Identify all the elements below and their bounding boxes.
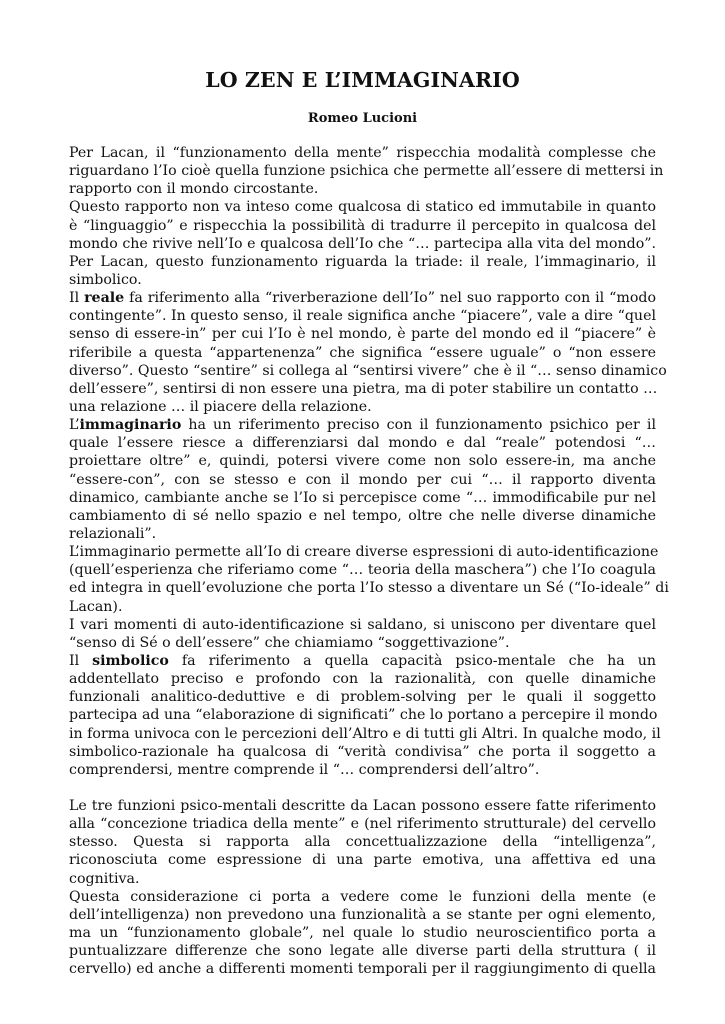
text-line	[69, 289, 656, 307]
line-text-pre: Il	[69, 290, 85, 307]
text-line: comprendersi, mentre comprende il “… comprendersi dell’altro”.	[69, 761, 540, 778]
text-line: simbolico.	[69, 271, 142, 288]
text-line: cambiamento di sé nello spazio e nel tempo, oltre che nelle diverse dinamiche	[69, 507, 656, 524]
text-line: Le tre funzioni psico-mentali descritte da Lacan possono essere fatte riferimento	[69, 798, 656, 815]
line-text-post: fa riferimento alla “riverberazione dell’Io” nel suo rapporto con il “modo	[124, 290, 657, 307]
text-line: riconosciuta come espressione di una parte emotiva, una affettiva ed una	[69, 852, 656, 869]
blank-line	[69, 779, 656, 797]
text-line: Per Lacan, il “funzionamento della mente” rispecchia modalità complesse che	[69, 145, 656, 161]
text-line: Questa considerazione ci porta a vedere come le funzioni della mente (e	[69, 888, 656, 905]
text-line: cervello) ed anche a differenti momenti temporali per il raggiungimento di quella	[69, 961, 656, 978]
text-line: Questo rapporto non va inteso come qualcosa di statico ed immutabile in quanto	[69, 199, 656, 216]
text-line: rapporto con il mondo circostante.	[69, 181, 319, 198]
text-line	[69, 416, 656, 434]
text-line: in forma univoca con le percezioni dell’Altro e di tutti gli Altri. In qualche modo, il	[69, 725, 661, 742]
document-body	[69, 144, 669, 978]
text-line: contingente”. In questo senso, il reale significa anche “piacere”, vale a dire “quel	[69, 308, 656, 325]
text-line: L’immaginario permette all’Io di creare diverse espressioni di auto-identificazione	[69, 544, 659, 561]
document-author: Romeo Lucioni	[307, 111, 418, 126]
text-line: stesso. Questa si rapporta alla concettualizzazione della “intelligenza”,	[69, 834, 656, 851]
bold-term: reale	[84, 290, 125, 307]
text-line: Lacan).	[69, 598, 123, 615]
text-line: I vari momenti di auto-identificazione si saldano, si uniscono per diventare quel	[69, 616, 656, 633]
text-line: mondo che rivive nell’Io e qualcosa dell’Io che “… partecipa alla vita del mondo”.	[69, 235, 656, 252]
text-line: (quell’esperienza che riferiamo come “… teoria della maschera”) che l’Io coagula	[69, 562, 656, 579]
bold-term: simbolico	[92, 652, 169, 669]
text-line: riferibile a questa “appartenenza” che significa “essere uguale” o “non essere	[69, 344, 656, 361]
text-line: senso di essere-in” per cui l’Io è nel mondo, è parte del mondo ed il “piacere” è	[69, 326, 656, 343]
line-text-pre: L’	[69, 417, 80, 434]
text-line: simbolico-razionale ha qualcosa di “verità condivisa” che porta il soggetto a	[69, 743, 656, 760]
line-text-post: ha un riferimento preciso con il funzionamento psichico per il	[181, 417, 656, 434]
text-line: dell’intelligenza) non prevedono una funzionalità a se stante per ogni elemento,	[69, 906, 656, 923]
text-line: cognitiva.	[69, 870, 140, 887]
text-line: proiettare oltre” e, quindi, potersi vivere come non solo essere-in, ma anche	[69, 453, 656, 470]
text-line: una relazione … il piacere della relazione.	[69, 398, 372, 415]
bold-term: immaginario	[79, 417, 182, 434]
document-title: LO ZEN E L’IMMAGINARIO	[205, 68, 520, 92]
text-line: quale l’essere riesce a differenziarsi dal mondo e dal “reale” potendosi “…	[69, 435, 656, 452]
text-line: funzionali analitico-deduttive e di problem-solving per le quali il soggetto	[69, 689, 656, 706]
line-text-pre: Il	[69, 652, 93, 669]
text-line: puntualizzare differenze che sono legate alle diverse parti della struttura ( il	[69, 943, 656, 960]
text-line: “senso di Sé o dell’essere” che chiamiamo “soggettivazione”.	[69, 634, 510, 651]
text-line: ma un “funzionamento globale”, nel quale lo studio neuroscientifico porta a	[69, 925, 656, 942]
text-line: Per Lacan, questo funzionamento riguarda la triade: il reale, l’immaginario, il	[69, 253, 656, 270]
text-line: ed integra in quell’evoluzione che porta l’Io stesso a diventare un Sé (“Io-ideale” di	[69, 580, 669, 597]
text-line: alla “concezione triadica della mente” e (nel riferimento strutturale) del cervello	[69, 816, 656, 833]
text-line: diverso”. Questo “sentire” si collega al “sentirsi vivere” che è il “… senso dinamico	[69, 362, 667, 379]
text-line: relazionali”.	[69, 525, 157, 542]
text-line: addentellato preciso e profondo con la razionalità, con quelle dinamiche	[69, 671, 656, 688]
text-line: partecipa ad una “elaborazione di significati” che lo portano a percepire il mondo	[69, 707, 658, 724]
text-line: dell’essere”, sentirsi di non essere una pietra, ma di poter stabilire un contatto …	[69, 380, 658, 397]
text-line: dinamico, cambiante anche se l’Io si percepisce come “… immodificabile pur nel	[69, 489, 656, 506]
text-line: è “linguaggio” e rispecchia la possibilità di tradurre il percepito in qualcosa del	[69, 217, 656, 234]
line-text-post: fa riferimento a quella capacità psico-mentale che ha un	[168, 652, 657, 669]
text-line: riguardano l’Io cioè quella funzione psichica che permette all’essere di mettersi in	[69, 163, 664, 180]
text-line: “essere-con”, con se stesso e con il mondo per cui “… il rapporto diventa	[69, 471, 656, 488]
text-line	[69, 652, 656, 670]
